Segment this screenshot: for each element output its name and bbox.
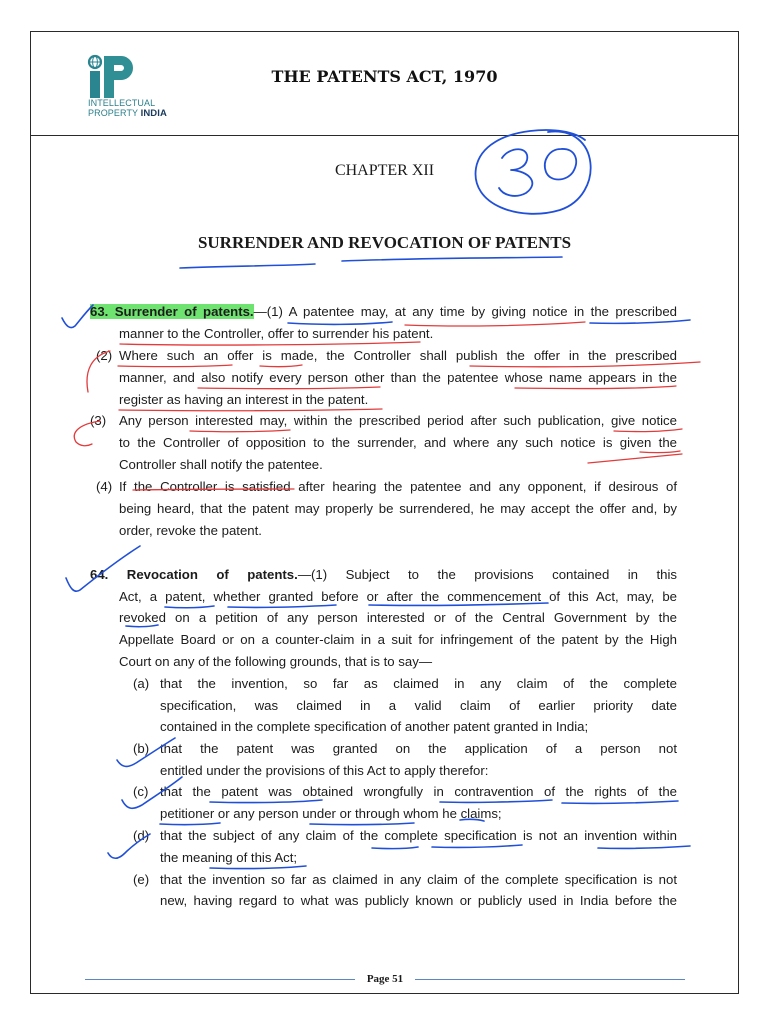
chapter-title: SURRENDER AND REVOCATION OF PATENTS [197, 233, 572, 252]
s63-label-4: (4) [96, 479, 113, 494]
s64-a-line-3: contained in the complete specification of another patent granted in India; [160, 719, 589, 734]
s64-intro-line-5: Court on any of the following grounds, that is to say— [119, 654, 433, 669]
s63-p4-line-2: being heard, that the patent may properly be surrendered, he may accept the offer and, by [119, 501, 677, 516]
s63-label-2: (2) [96, 348, 113, 363]
s64-intro-line-4: Appellate Board or on a counter-claim in a suit for infringement of the patent by the High [119, 632, 677, 647]
s64-intro-line-3: revoked on a petition of any person interested or of the Central Government by the [119, 610, 677, 625]
s64-a-line-1: that the invention, so far as claimed in any claim of the complete [160, 676, 677, 691]
s63-p3-line-1: Any person interested may, within the prescribed period after such publication, give notice [119, 413, 677, 428]
footer-rule-left [85, 979, 355, 980]
s64-c-line-2: petitioner or any person under or through whom he claims; [160, 806, 502, 821]
s64-label-e: (e) [133, 872, 150, 887]
s64-label-b: (b) [133, 741, 150, 756]
s64-a-line-2: specification, was claimed in a valid claim of earlier priority date [160, 698, 677, 713]
s64-label-d: (d) [133, 828, 150, 843]
s63-p2-line-3: register as having an interest in the patent. [119, 392, 369, 407]
page-number: Page 51 [366, 973, 404, 985]
s64-e-line-2: new, having regard to what was publicly known or publicly used in India before the [160, 893, 677, 908]
s64-d-line-1: that the subject of any claim of the complete specification is not an invention within [160, 828, 677, 843]
s64-label-a: (a) [133, 676, 150, 691]
s63-p1-line-1: —(1) A patentee may, at any time by giving notice in the prescribed [253, 304, 677, 319]
s64-intro-line-2: Act, a patent, whether granted before or after the commencement of this Act, may, be [119, 589, 677, 604]
s63-p2-line-2: manner, and also notify every person other than the patentee whose name appears in the [119, 370, 677, 385]
chapter-number: CHAPTER XII [334, 162, 435, 179]
s64-d-line-2: the meaning of this Act; [160, 850, 298, 865]
document-title: THE PATENTS ACT, 1970 [271, 67, 498, 86]
s63-heading: 63. Surrender of patents. [90, 304, 254, 319]
s64-intro-line-1: —(1) Subject to the provisions contained in this [297, 567, 677, 582]
s63-p1-line-2: manner to the Controller, offer to surrender his patent. [119, 326, 434, 341]
s63-p3-line-3: Controller shall notify the patentee. [119, 457, 323, 472]
s63-p3-line-2: to the Controller of opposition to the surrender, and where any such notice is given the [119, 435, 677, 450]
footer-rule-right [415, 979, 685, 980]
s63-p4-line-3: order, revoke the patent. [119, 523, 262, 538]
logo-text-property: PROPERTY [88, 108, 141, 118]
s64-b-line-2: entitled under the provisions of this Act to apply therefor: [160, 763, 489, 778]
logo-text-line1: INTELLECTUAL [88, 98, 156, 108]
logo-text-india: INDIA [140, 108, 167, 119]
s64-first-line [90, 567, 677, 583]
s63-p2-line-1: Where such an offer is made, the Controller shall publish the offer in the prescribed [119, 348, 677, 363]
s64-e-line-1: that the invention so far as claimed in any claim of the complete specification is not [160, 872, 677, 887]
s64-c-line-1: that the patent was obtained wrongfully in contravention of the rights of the [160, 784, 677, 799]
logo-text-line2 [88, 108, 167, 119]
s64-heading: 64. Revocation of patents. [90, 567, 298, 582]
s64-label-c: (c) [133, 784, 149, 799]
s63-label-3: (3) [90, 413, 107, 428]
s63-first-line [90, 304, 677, 320]
header-divider [30, 135, 739, 136]
s63-p4-line-1: If the Controller is satisfied after hearing the patentee and any opponent, if desirous of [119, 479, 677, 494]
s64-b-line-1: that the patent was granted on the application of a person not [160, 741, 677, 756]
